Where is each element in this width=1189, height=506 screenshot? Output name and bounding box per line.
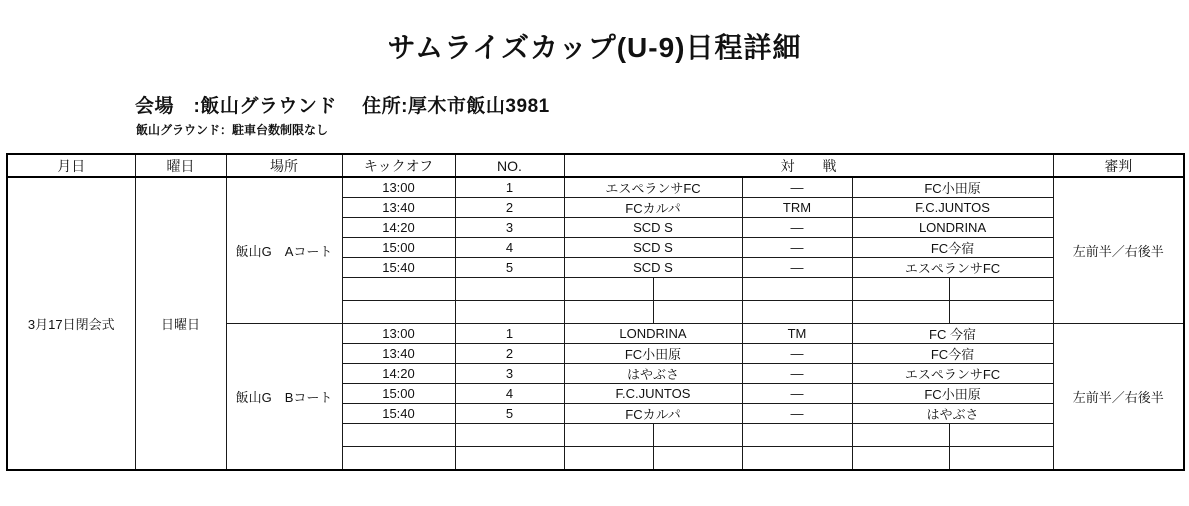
match-no-cell: 3 bbox=[455, 218, 564, 238]
away-team-cell: FC小田原 bbox=[852, 177, 1053, 198]
empty-cell bbox=[564, 447, 653, 470]
day-cell: 日曜日 bbox=[135, 177, 226, 470]
home-team-cell: F.C.JUNTOS bbox=[564, 384, 742, 404]
schedule-table-body bbox=[7, 177, 1184, 470]
kickoff-cell: 13:00 bbox=[342, 177, 455, 198]
away-team-cell: FC今宿 bbox=[852, 344, 1053, 364]
match-no-cell: 5 bbox=[455, 258, 564, 278]
kickoff-cell: 15:40 bbox=[342, 404, 455, 424]
referee-cell: 左前半／右後半 bbox=[1053, 324, 1184, 470]
home-team-cell: LONDRINA bbox=[564, 324, 742, 344]
vs-cell: — bbox=[742, 218, 852, 238]
place-cell: 飯山G Aコート bbox=[226, 177, 342, 324]
match-no-cell-empty bbox=[455, 447, 564, 470]
referee-cell: 左前半／右後半 bbox=[1053, 177, 1184, 324]
empty-cell bbox=[949, 424, 1053, 447]
match-no-cell: 2 bbox=[455, 198, 564, 218]
empty-cell bbox=[564, 301, 653, 324]
empty-cell bbox=[949, 447, 1053, 470]
kickoff-cell-empty bbox=[342, 301, 455, 324]
kickoff-cell: 13:00 bbox=[342, 324, 455, 344]
match-no-cell-empty bbox=[455, 301, 564, 324]
empty-cell bbox=[949, 278, 1053, 301]
empty-cell bbox=[653, 301, 742, 324]
home-team-cell: エスペランサFC bbox=[564, 177, 742, 198]
away-team-cell: FC小田原 bbox=[852, 384, 1053, 404]
away-team-cell: エスペランサFC bbox=[852, 364, 1053, 384]
empty-cell bbox=[653, 424, 742, 447]
kickoff-cell: 15:00 bbox=[342, 384, 455, 404]
empty-cell bbox=[653, 447, 742, 470]
empty-cell bbox=[852, 301, 949, 324]
empty-cell bbox=[653, 278, 742, 301]
col-header-day: 曜日 bbox=[135, 154, 226, 177]
kickoff-cell: 14:20 bbox=[342, 364, 455, 384]
away-team-cell: F.C.JUNTOS bbox=[852, 198, 1053, 218]
home-team-cell: FCカルパ bbox=[564, 404, 742, 424]
empty-cell bbox=[742, 301, 852, 324]
empty-cell bbox=[852, 424, 949, 447]
match-no-cell: 1 bbox=[455, 177, 564, 198]
date-cell: 3月17日閉会式 bbox=[7, 177, 135, 470]
match-no-cell-empty bbox=[455, 278, 564, 301]
kickoff-cell: 14:20 bbox=[342, 218, 455, 238]
match-no-cell: 2 bbox=[455, 344, 564, 364]
away-team-cell: FC 今宿 bbox=[852, 324, 1053, 344]
match-no-cell: 5 bbox=[455, 404, 564, 424]
place-cell: 飯山G Bコート bbox=[226, 324, 342, 470]
empty-cell bbox=[742, 278, 852, 301]
kickoff-cell-empty bbox=[342, 424, 455, 447]
kickoff-cell-empty bbox=[342, 447, 455, 470]
empty-cell bbox=[564, 278, 653, 301]
match-no-cell-empty bbox=[455, 424, 564, 447]
kickoff-cell: 15:40 bbox=[342, 258, 455, 278]
kickoff-cell: 13:40 bbox=[342, 198, 455, 218]
home-team-cell: SCD S bbox=[564, 218, 742, 238]
home-team-cell: SCD S bbox=[564, 258, 742, 278]
match-no-cell: 4 bbox=[455, 238, 564, 258]
vs-cell: — bbox=[742, 384, 852, 404]
vs-cell: — bbox=[742, 364, 852, 384]
home-team-cell: FC小田原 bbox=[564, 344, 742, 364]
away-team-cell: FC今宿 bbox=[852, 238, 1053, 258]
empty-cell bbox=[852, 278, 949, 301]
col-header-no: NO. bbox=[455, 154, 564, 177]
empty-cell bbox=[949, 301, 1053, 324]
col-header-place: 場所 bbox=[226, 154, 342, 177]
empty-cell bbox=[742, 424, 852, 447]
home-team-cell: SCD S bbox=[564, 238, 742, 258]
empty-cell bbox=[742, 447, 852, 470]
match-no-cell: 1 bbox=[455, 324, 564, 344]
venue-line: 会場 :飯山グラウンド 住所:厚木市飯山3981 bbox=[135, 96, 550, 117]
empty-cell bbox=[564, 424, 653, 447]
kickoff-cell: 13:40 bbox=[342, 344, 455, 364]
col-header-referee: 審判 bbox=[1053, 154, 1184, 177]
vs-cell: TRM bbox=[742, 198, 852, 218]
venue-note: 飯山グラウンド：駐車台数制限なし bbox=[136, 123, 329, 137]
col-header-kickoff: キックオフ bbox=[342, 154, 455, 177]
col-header-date: 月日 bbox=[7, 154, 135, 177]
kickoff-cell: 15:00 bbox=[342, 238, 455, 258]
header-row bbox=[7, 154, 1184, 177]
vs-cell: — bbox=[742, 404, 852, 424]
empty-cell bbox=[852, 447, 949, 470]
schedule-table bbox=[6, 153, 1185, 471]
page-title: サムライズカップ(U-9)日程詳細 bbox=[387, 32, 802, 63]
away-team-cell: はやぶさ bbox=[852, 404, 1053, 424]
vs-cell: — bbox=[742, 344, 852, 364]
match-no-cell: 4 bbox=[455, 384, 564, 404]
table-row bbox=[7, 177, 1184, 198]
vs-cell: TM bbox=[742, 324, 852, 344]
vs-cell: — bbox=[742, 258, 852, 278]
away-team-cell: LONDRINA bbox=[852, 218, 1053, 238]
kickoff-cell-empty bbox=[342, 278, 455, 301]
home-team-cell: FCカルパ bbox=[564, 198, 742, 218]
vs-cell: — bbox=[742, 177, 852, 198]
col-header-match: 対 戦 bbox=[564, 154, 1053, 177]
home-team-cell: はやぶさ bbox=[564, 364, 742, 384]
match-no-cell: 3 bbox=[455, 364, 564, 384]
away-team-cell: エスペランサFC bbox=[852, 258, 1053, 278]
vs-cell: — bbox=[742, 238, 852, 258]
